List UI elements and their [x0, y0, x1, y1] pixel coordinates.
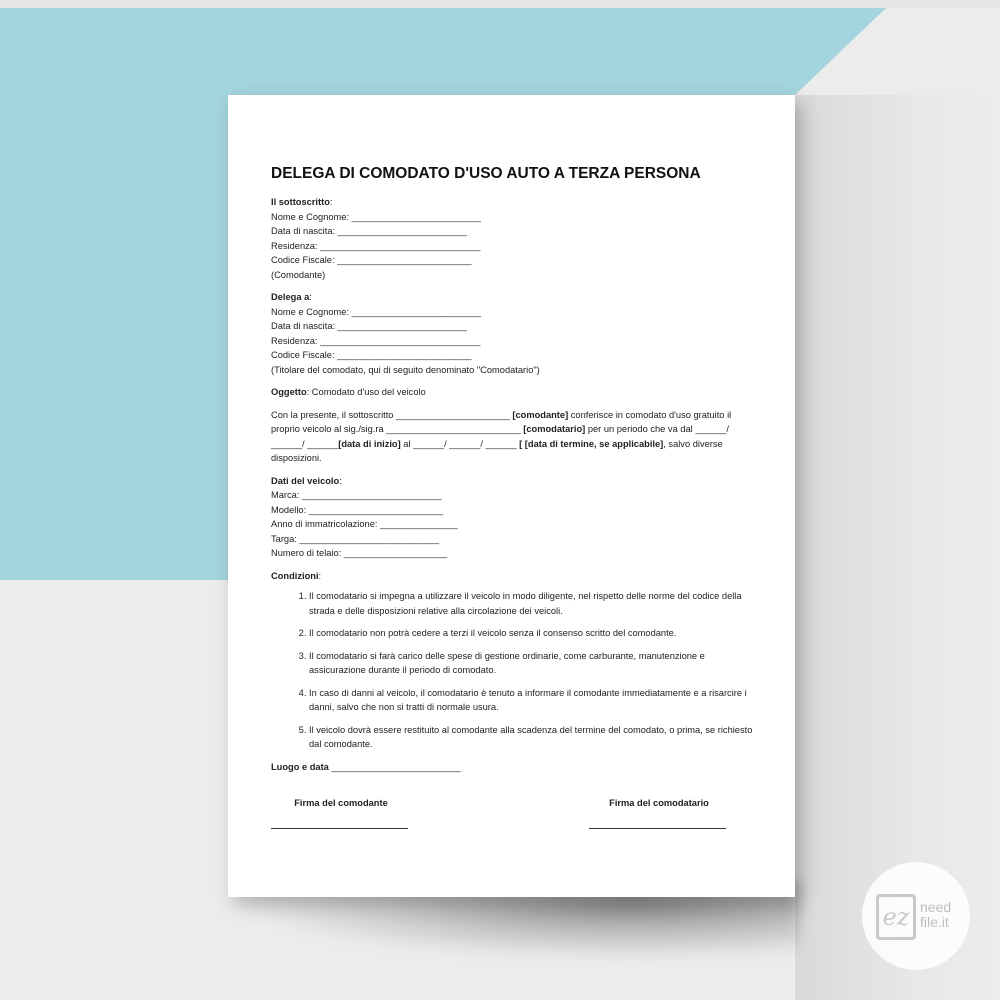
firma-comodante-label: Firma del comodante [294, 798, 388, 808]
condizioni-colon: : [318, 570, 322, 581]
veicolo-modello: Modello: __________________________ [271, 504, 444, 515]
sottoscritto-role: (Comodante) [271, 269, 326, 280]
ez-logo-icon: ez [876, 894, 916, 940]
sottoscritto-colon: : [329, 197, 333, 207]
sottoscritto-nome: Nome e Cognome: _________________________ [271, 211, 481, 222]
document-title: DELEGA DI COMODATO D'USO AUTO A TERZA PERSONA [271, 165, 701, 182]
luogo-data-line: _________________________ [328, 761, 461, 772]
veicolo-label: Dati del veicolo [271, 475, 340, 486]
luogo-data [271, 760, 761, 775]
veicolo-targa: Targa: ___________________________ [271, 533, 440, 544]
condizione-item: 3. Il comodatario si farà carico delle spese di gestione ordinarie, come carburante, manutenzione e assicurazione durante il periodo di comodato. [309, 649, 761, 678]
sottoscritto-codice-fiscale: Codice Fiscale: __________________________ [271, 255, 472, 265]
main-paragraph-text [271, 408, 761, 466]
document-content [271, 165, 761, 856]
signature-row [271, 796, 761, 856]
sottoscritto-residenza: Residenza: _______________________________ [271, 240, 481, 251]
veicolo-anno: Anno di immatricolazione: _______________ [271, 519, 458, 529]
veicolo-colon: : [339, 475, 342, 486]
paragraph-part-1: Con la presente, il sottoscritto ______________________ [271, 409, 513, 420]
firma-comodatario-line [589, 828, 726, 829]
paragraph-comodatario-placeholder: [comodatario] [523, 424, 586, 434]
paragraph-part-4: al ______/ ______/ ______ [400, 438, 520, 449]
sottoscritto-heading [271, 195, 761, 210]
delega-role: (Titolare del comodato, qui di seguito denominato "Comodatario") [271, 364, 540, 375]
logo-text [920, 900, 951, 930]
delega-codice-fiscale: Codice Fiscale: __________________________ [271, 350, 472, 360]
condizione-item: 2. Il comodatario non potrà cedere a terzi il veicolo senza il consenso scritto del comodante. [309, 626, 761, 641]
needfile-logo [862, 862, 970, 970]
logo-text-line-2: file.it [920, 914, 949, 930]
firma-comodante-line [271, 828, 408, 829]
logo-text-line-1: need [920, 899, 952, 915]
condizioni-label: Condizioni [271, 570, 319, 581]
oggetto-text: : Comodato d'uso del veicolo [306, 387, 426, 397]
veicolo-heading [271, 474, 761, 489]
delega-nome: Nome e Cognome: _________________________ [271, 306, 481, 317]
luogo-data-label: Luogo e data [271, 761, 329, 772]
condizioni-section [271, 569, 761, 752]
sottoscritto-nascita: Data di nascita: _________________________ [271, 226, 467, 236]
background-top-strip [0, 0, 1000, 8]
condizione-item: 5. Il veicolo dovrà essere restituito al comodante alla scadenza del termine del comodato, o prima, se richiesto dal comodante. [309, 723, 761, 752]
delega-residenza: Residenza: _______________________________ [271, 335, 481, 346]
delega-label: Delega a [271, 292, 310, 302]
oggetto-label: Oggetto [271, 387, 307, 397]
document-page [228, 95, 795, 897]
sottoscritto-section [271, 195, 761, 282]
main-paragraph [271, 408, 761, 466]
paragraph-part-2: conferisce in comodato d'uso gratuito il proprio veicolo al sig./sig.ra __________________________ [271, 409, 732, 434]
firma-comodatario-label: Firma del comodatario [609, 798, 709, 808]
oggetto-section [271, 385, 761, 400]
veicolo-section [271, 474, 761, 561]
delega-heading [271, 290, 761, 305]
delega-colon: : [309, 292, 312, 302]
condizione-item: 1. Il comodatario si impegna a utilizzare il veicolo in modo diligente, nel rispetto delle norme del codice della strada e delle disposizioni relative alla circolazione dei veicoli. [309, 589, 761, 618]
delega-nascita: Data di nascita: _________________________ [271, 321, 467, 331]
sottoscritto-label: Il sottoscritto [271, 197, 330, 207]
paragraph-comodante-placeholder: [comodante] [512, 409, 569, 420]
delega-section [271, 290, 761, 377]
paragraph-part-3: per un periodo che va dal ______/ ______/ ______ [271, 424, 729, 449]
veicolo-marca: Marca: ___________________________ [271, 490, 442, 500]
condizioni-list [271, 589, 761, 752]
paragraph-data-termine: [ [data di termine, se applicabile] [519, 438, 664, 449]
veicolo-telaio: Numero di telaio: ____________________ [271, 548, 448, 558]
condizione-item: 4. In caso di danni al veicolo, il comodatario è tenuto a informare il comodante immediatamente e a risarcire i danni, salvo che non si tratti di normale usura. [309, 686, 761, 715]
paragraph-part-5: , salvo diverse disposizioni. [271, 438, 723, 463]
condizioni-heading [271, 569, 761, 584]
paragraph-data-inizio: [data di inizio] [338, 438, 401, 449]
